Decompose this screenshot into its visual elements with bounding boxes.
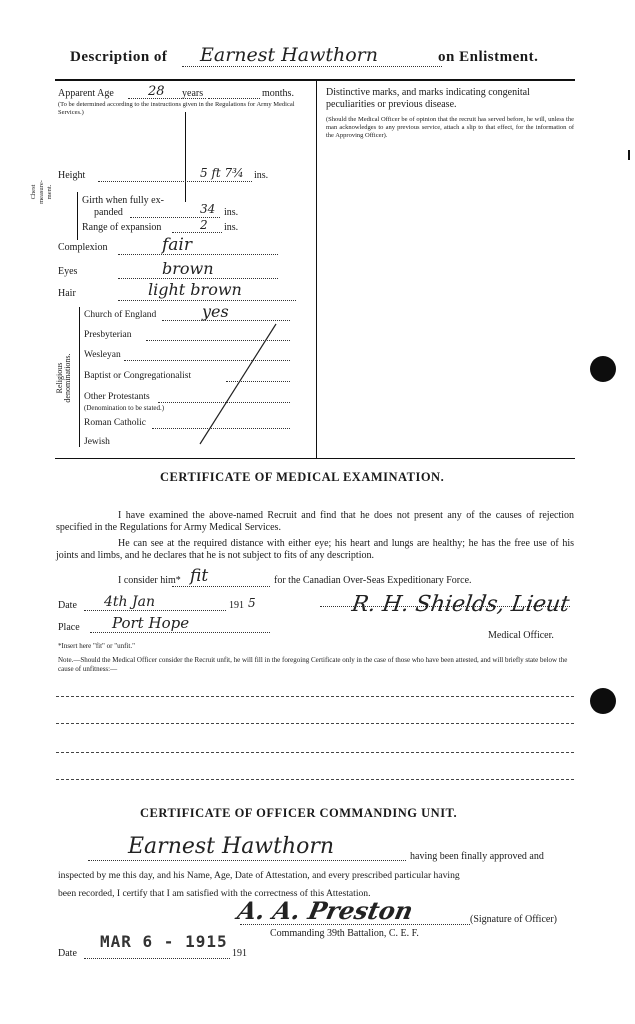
- hair-value: light brown: [148, 280, 242, 299]
- officer-signature-label: (Signature of Officer): [470, 914, 558, 925]
- chest-brace: [77, 192, 78, 240]
- girth-value: 34: [200, 202, 216, 216]
- religion-vertical-label: Religious denominations.: [55, 353, 72, 403]
- date-line: [84, 610, 226, 611]
- medical-officer-label: Medical Officer.: [488, 630, 554, 641]
- years-label: years: [182, 88, 204, 99]
- chest-vertical-label: Chest measure- ment.: [30, 180, 53, 204]
- distinctive-marks-label: Distinctive marks, and marks indicating congenital peculiarities or previous disease.: [326, 87, 530, 110]
- recruit-name: Earnest Hawthorn: [200, 44, 378, 66]
- commanding-officer-signature: A. A. Preston: [234, 896, 416, 925]
- range-unit: ins.: [224, 222, 239, 233]
- officer-line3: been recorded, I certify that I am satisfied with the correctness of this Attestation.: [58, 888, 371, 899]
- officer-line1-suffix: having been finally approved and: [410, 851, 544, 862]
- months-line: [208, 98, 260, 99]
- eyes-label: Eyes: [58, 266, 78, 277]
- title-prefix: Description of: [70, 49, 168, 65]
- religion-baptist: Baptist or Congregationalist: [84, 371, 192, 381]
- height-label: Height: [58, 170, 86, 181]
- religion-presbyterian: Presbyterian: [84, 330, 132, 340]
- age-divider: [185, 112, 186, 202]
- edge-mark: [628, 150, 630, 160]
- religion-strike-line: [190, 322, 280, 446]
- unfit-note: Note.—Should the Medical Officer consider the Recruit unfit, he will fill in the foregoing Certificate only in the case of those who have been attested, and will briefly state below the cause of unfitness:—: [58, 656, 568, 673]
- range-label: Range of expansion: [82, 222, 162, 233]
- bottom-rule: [55, 458, 575, 459]
- punch-hole: [590, 356, 616, 382]
- place-value: Port Hope: [112, 614, 190, 632]
- year-prefix: 191: [229, 600, 244, 611]
- medical-paragraph-1: I have examined the above-named Recruit and find that he does not present any of the causes of rejection specified in the Regulations for Army Medical Services.: [56, 510, 574, 533]
- year-value: 5: [248, 596, 256, 610]
- officer-line2: inspected by me this day, and his Name, Age, Date of Attestation, and every prescribed particular having: [58, 870, 460, 881]
- religion-wesleyan: Wesleyan: [84, 350, 121, 360]
- officer-recruit-name: Earnest Hawthorn: [128, 834, 335, 859]
- months-label: months.: [262, 88, 294, 99]
- height-value: 5 ft 7¾: [200, 166, 244, 180]
- eyes-value: brown: [162, 259, 214, 278]
- consider-label: I consider him*: [118, 575, 181, 586]
- hair-line: [118, 300, 296, 301]
- height-unit: ins.: [254, 170, 269, 181]
- religion-church-of-england: Church of England: [84, 310, 157, 320]
- eyes-line: [118, 278, 278, 279]
- officer-date-label: Date: [58, 948, 77, 959]
- title-suffix: on Enlistment.: [438, 49, 539, 65]
- complexion-line: [118, 254, 278, 255]
- height-line: [98, 181, 252, 182]
- date-stamp: MAR 6 - 1915: [100, 932, 228, 951]
- range-line: [172, 232, 222, 233]
- column-divider: [316, 81, 317, 459]
- unfitness-line: [56, 723, 574, 724]
- punch-hole: [590, 688, 616, 714]
- complexion-label: Complexion: [58, 242, 108, 253]
- religion-jewish: Jewish: [84, 437, 110, 447]
- consider-value: fit: [190, 566, 209, 586]
- age-note: (To be determined according to the instructions given in the Regulations for Army Medical Services.): [58, 101, 295, 116]
- age-label: Apparent Age: [58, 88, 114, 99]
- medical-paragraph-2: He can see at the required distance with either eye; his heart and lungs are healthy; he has the free use of his joints and limbs, and he declares that he is not subject to fits of any description.: [56, 538, 574, 561]
- girth-unit: ins.: [224, 207, 239, 218]
- consider-suffix: for the Canadian Over-Seas Expeditionary Force.: [274, 575, 472, 586]
- date-value: 4th Jan: [104, 594, 155, 610]
- unfitness-line: [56, 696, 574, 697]
- girth-label-1: Girth when fully ex-: [82, 195, 164, 206]
- distinctive-marks-note: (Should the Medical Officer be of opinion that the recruit has served before, he will, unless the man acknowledges to any previous service, attach a slip to that effect, for the information of the Approving Officer).: [326, 116, 574, 139]
- date-label: Date: [58, 600, 77, 611]
- hair-label: Hair: [58, 288, 76, 299]
- medical-officer-signature: R. H. Shields, Lieut: [350, 592, 571, 617]
- religion-mark: yes: [202, 302, 229, 321]
- unfitness-line: [56, 752, 574, 753]
- medical-heading: CERTIFICATE OF MEDICAL EXAMINATION.: [160, 470, 445, 484]
- consider-line: [172, 586, 270, 587]
- top-rule: [55, 79, 575, 81]
- religion-other-protestants: Other Protestants: [84, 392, 150, 402]
- complexion-value: fair: [162, 235, 192, 255]
- place-line: [90, 632, 270, 633]
- religion-denomination-note: (Denomination to be stated.): [84, 404, 165, 412]
- insert-note: *Insert here "fit" or "unfit.": [58, 642, 135, 650]
- age-value: 28: [148, 84, 165, 99]
- name-dotted-line: [182, 66, 442, 67]
- officer-heading: CERTIFICATE OF OFFICER COMMANDING UNIT.: [140, 806, 458, 820]
- officer-year-prefix: 191: [232, 948, 247, 959]
- officer-name-line: [88, 860, 406, 861]
- girth-label-2: panded: [94, 207, 123, 218]
- religion-brace: [79, 307, 80, 447]
- officer-signature-line: [240, 924, 470, 925]
- commanding-unit: Commanding 39th Battalion, C. E. F.: [270, 928, 419, 939]
- place-label: Place: [58, 622, 80, 633]
- officer-date-line: [84, 958, 230, 959]
- religion-roman-catholic: Roman Catholic: [84, 418, 147, 428]
- unfitness-line: [56, 779, 574, 780]
- religion-line-1: [162, 320, 290, 321]
- range-value: 2: [200, 218, 208, 232]
